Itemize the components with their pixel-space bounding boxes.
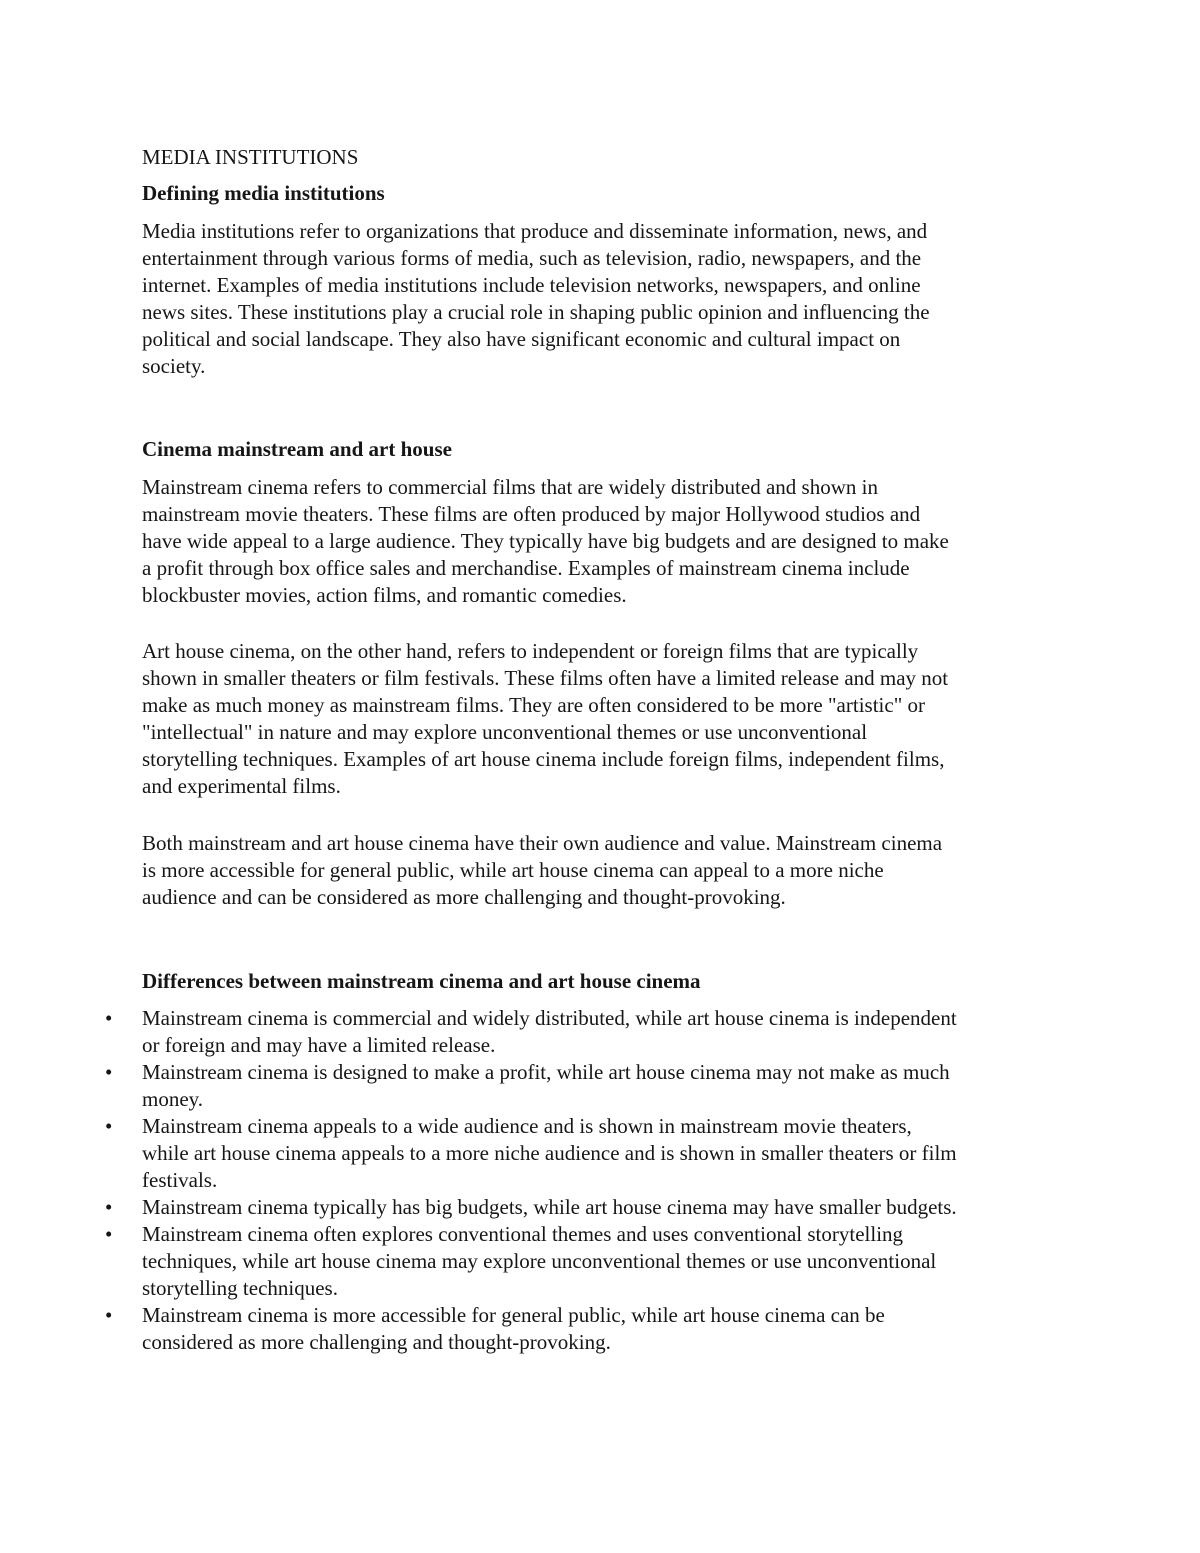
list-item: [105, 1221, 1142, 1302]
list-item-line: Mainstream cinema often explores conventional themes and uses conventional storytelling: [142, 1222, 904, 1246]
paragraph-line: is more accessible for general public, while art house cinema can appeal to a more niche: [142, 858, 884, 882]
paragraph-defining-media-institutions: [142, 218, 1142, 380]
list-item-line: or foreign and may have a limited release.: [142, 1033, 496, 1057]
paragraph-line: audience and can be considered as more challenging and thought-provoking.: [142, 885, 786, 909]
paragraph-line: make as much money as mainstream films. They are often considered to be more "artistic" or: [142, 693, 926, 717]
paragraph-line: news sites. These institutions play a crucial role in shaping public opinion and influencing the: [142, 300, 930, 324]
paragraph-line: a profit through box office sales and merchandise. Examples of mainstream cinema include: [142, 556, 910, 580]
list-item-line: Mainstream cinema is more accessible for general public, while art house cinema can be: [142, 1303, 885, 1327]
paragraph-line: entertainment through various forms of media, such as television, radio, newspapers, and the: [142, 246, 922, 270]
paragraph-line: shown in smaller theaters or film festivals. These films often have a limited release and may not: [142, 666, 949, 690]
list-item-line: festivals.: [142, 1168, 218, 1192]
list-item-line: while art house cinema appeals to a more niche audience and is shown in smaller theaters or film: [142, 1141, 957, 1165]
paragraph-line: Both mainstream and art house cinema have their own audience and value. Mainstream cinema: [142, 831, 943, 855]
paragraph-line: blockbuster movies, action films, and romantic comedies.: [142, 583, 627, 607]
list-item-line: considered as more challenging and thought-provoking.: [142, 1330, 611, 1354]
paragraph-line: and experimental films.: [142, 774, 341, 798]
paragraph-line: storytelling techniques. Examples of art house cinema include foreign films, independent films,: [142, 747, 945, 771]
section-heading-defining-media-institutions: Defining media institutions: [142, 181, 385, 205]
list-item-line: Mainstream cinema is designed to make a profit, while art house cinema may not make as much: [142, 1060, 950, 1084]
list-item-line: money.: [142, 1087, 204, 1111]
bullet-marker: •: [105, 1303, 113, 1327]
paragraph-line: Art house cinema, on the other hand, refers to independent or foreign films that are typically: [142, 639, 919, 663]
paragraph-line: "intellectual" in nature and may explore unconventional themes or use unconventional: [142, 720, 868, 744]
paragraph-art-house-cinema: [142, 638, 1142, 800]
section-heading-differences: Differences between mainstream cinema and art house cinema: [142, 969, 701, 993]
bullet-marker: •: [105, 1060, 113, 1084]
list-item-line: Mainstream cinema appeals to a wide audience and is shown in mainstream movie theaters,: [142, 1114, 912, 1138]
list-item: [105, 1005, 1142, 1059]
paragraph-line: internet. Examples of media institutions include television networks, newspapers, and online: [142, 273, 921, 297]
list-item-line: Mainstream cinema typically has big budgets, while art house cinema may have smaller budgets.: [142, 1195, 957, 1219]
bullet-marker: •: [105, 1114, 113, 1138]
list-item: [105, 1194, 1142, 1221]
paragraph-line: mainstream movie theaters. These films are often produced by major Hollywood studios and: [142, 502, 921, 526]
list-item-line: techniques, while art house cinema may explore unconventional themes or use unconventional: [142, 1249, 937, 1273]
list-item: [105, 1113, 1142, 1194]
paragraph-line: society.: [142, 354, 206, 378]
paragraph-line: Mainstream cinema refers to commercial films that are widely distributed and shown in: [142, 475, 878, 499]
differences-bullet-list: [105, 1005, 1142, 1356]
paragraph-both-cinemas: [142, 830, 1142, 911]
document-title: MEDIA INSTITUTIONS: [142, 145, 359, 169]
bullet-marker: •: [105, 1006, 113, 1030]
paragraph-line: have wide appeal to a large audience. They typically have big budgets and are designed to make: [142, 529, 949, 553]
section-heading-cinema-mainstream-and-art-house: Cinema mainstream and art house: [142, 437, 452, 461]
paragraph-mainstream-cinema: [142, 474, 1142, 609]
list-item: [105, 1302, 1142, 1356]
list-item-line: storytelling techniques.: [142, 1276, 338, 1300]
paragraph-line: Media institutions refer to organizations that produce and disseminate information, news, and: [142, 219, 928, 243]
list-item: [105, 1059, 1142, 1113]
list-item-line: Mainstream cinema is commercial and widely distributed, while art house cinema is independent: [142, 1006, 957, 1030]
paragraph-line: political and social landscape. They also have significant economic and cultural impact on: [142, 327, 901, 351]
bullet-marker: •: [105, 1222, 113, 1246]
bullet-marker: •: [105, 1195, 113, 1219]
